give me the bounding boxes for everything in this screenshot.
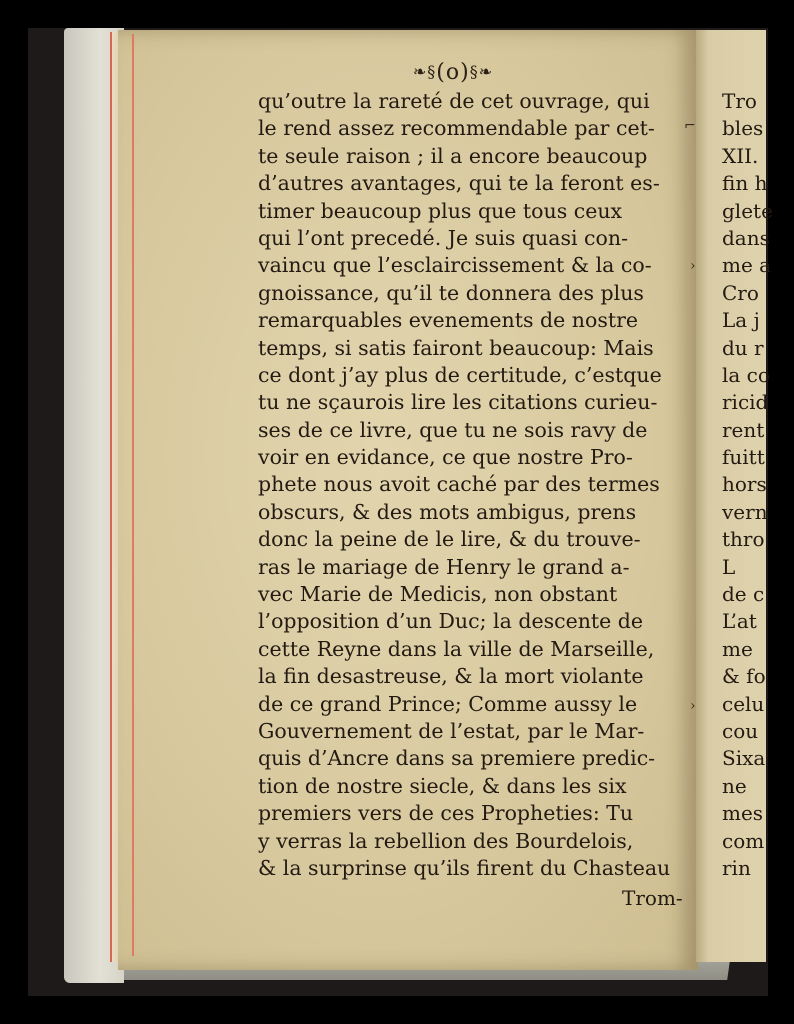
text-line: d’autres avantages, qui te la feront es-	[258, 171, 660, 196]
text-line: glete	[722, 198, 773, 223]
text-line: dans	[722, 225, 770, 250]
text-line: de ce grand Prince; Comme aussy le	[258, 691, 638, 716]
text-line: fin h	[722, 171, 768, 196]
body-text	[258, 88, 688, 882]
text-line: quis d’Ancre dans sa premiere predic-	[258, 746, 656, 771]
text-line: la fin desastreuse, & la mort violante	[258, 664, 644, 689]
page-rule-red	[132, 34, 134, 956]
text-line: y verras la rebellion des Bourdelois,	[258, 828, 634, 853]
text-line: & la surprinse qu’ils firent du Chasteau	[258, 855, 671, 880]
text-line: qu’outre la rareté de cet ouvrage, qui	[258, 89, 650, 113]
text-line: Cro	[722, 280, 759, 305]
text-line: La j	[722, 308, 760, 333]
text-line: vaincu que l’esclaircissement & la co-	[258, 253, 652, 278]
text-line: rin	[722, 855, 751, 880]
text-line: cette Reyne dans la ville de Marseille,	[258, 636, 655, 661]
margin-mark: ›	[690, 258, 696, 274]
text-line: me	[722, 636, 753, 661]
text-line: vec Marie de Medicis, non obstant	[258, 582, 618, 607]
text-line: timer beaucoup plus que tous ceux	[258, 198, 623, 223]
text-line: com	[722, 828, 765, 853]
text-line: le rend assez recommendable par cet-	[258, 116, 655, 141]
text-line: thro	[722, 527, 765, 552]
text-line: tion de nostre siecle, & dans les six	[258, 773, 627, 798]
text-line: Tro	[722, 89, 757, 113]
text-line: la co	[722, 362, 770, 387]
ornament-left-icon: ❧§	[412, 62, 437, 81]
text-line: L’at	[722, 609, 757, 634]
text-line: voir en evidance, ce que nostre Pro-	[258, 445, 633, 470]
text-line: celu	[722, 691, 765, 716]
catchword: Trom-	[622, 886, 683, 910]
text-line: donc la peine de le lire, & du trouve-	[258, 527, 641, 552]
text-line: cou	[722, 718, 759, 743]
margin-mark: ›	[690, 698, 696, 714]
text-line: rent	[722, 417, 765, 442]
text-line: remarquables evenements de nostre	[258, 308, 639, 333]
text-line: premiers vers de ces Propheties: Tu	[258, 801, 634, 826]
margin-mark: ⌐	[684, 118, 696, 134]
text-line: vern	[722, 499, 768, 524]
text-line: mes	[722, 801, 764, 826]
text-line: temps, si satis fairont beaucoup: Mais	[258, 335, 654, 360]
text-line: ses de ce livre, que tu ne sois ravy de	[258, 417, 648, 442]
text-line: ne	[722, 773, 747, 798]
text-line: du r	[722, 335, 764, 360]
text-line: Gouvernement de l’estat, par le Mar-	[258, 718, 645, 743]
text-line: obscurs, & des mots ambigus, prens	[258, 499, 637, 524]
right-page-text	[722, 88, 773, 882]
text-line: tu ne sçaurois lire les citations curieu-	[258, 390, 658, 415]
text-line: hors	[722, 472, 767, 497]
text-line: fuitt	[722, 445, 765, 470]
text-line: qui l’ont precedé. Je suis quasi con-	[258, 225, 629, 250]
text-line: ras le mariage de Henry le grand a-	[258, 554, 630, 579]
text-line: ricid	[722, 390, 769, 415]
text-line: XII.	[722, 143, 759, 168]
text-line: Sixa	[722, 746, 766, 771]
text-line: l’opposition d’un Duc; la descente de	[258, 609, 644, 634]
text-line: & fo	[722, 664, 766, 689]
text-line: me a	[722, 253, 772, 278]
text-line: L	[722, 554, 736, 579]
text-line: phete nous avoit caché par des termes	[258, 472, 660, 497]
text-line: te seule raison ; il a encore beaucoup	[258, 143, 648, 168]
page-header	[388, 60, 518, 86]
text-line: gnoissance, qu’il te donnera des plus	[258, 280, 644, 305]
page-number: (o)	[436, 60, 470, 85]
text-line: bles	[722, 116, 764, 141]
ornament-right-icon: §❧	[469, 62, 494, 81]
text-line: de c	[722, 582, 765, 607]
text-line: ce dont j’ay plus de certitude, c’estque	[258, 362, 662, 387]
